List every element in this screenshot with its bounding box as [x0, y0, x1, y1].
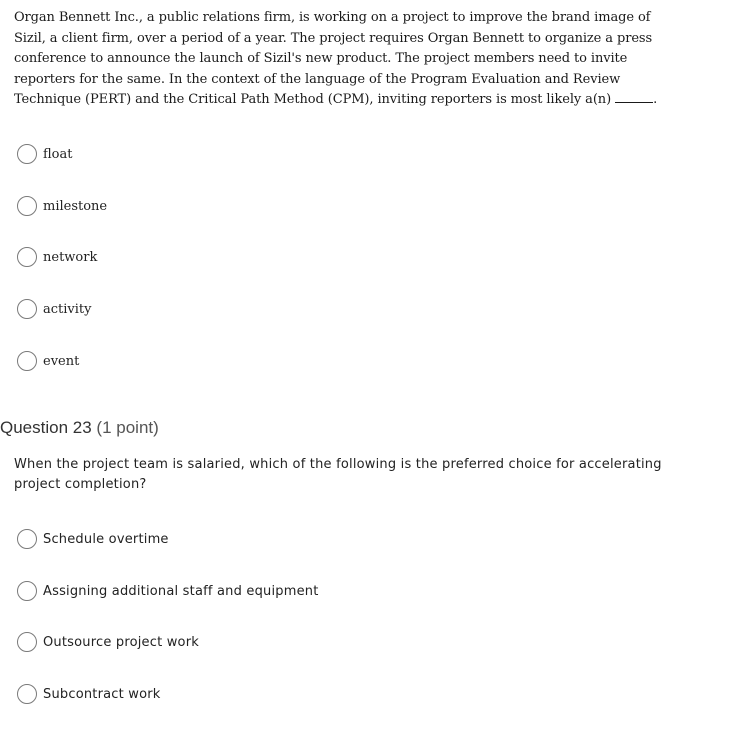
question-22-prompt-text: Organ Bennett Inc., a public relations firm, is working on a project to improve the brand image of Sizil, a client firm, over a period of a year. The project requires Organ Bennett to organize a press conference to announce the launch of Sizil's new product. The project members need to invite reporters for the same. In the context of the language of the Program Evaluation and Review Technique (PERT) and the Critical Path Method (CPM), inviting reporters is most likely a(n): [14, 10, 653, 108]
option-label: milestone: [43, 198, 108, 214]
option-label: activity: [43, 301, 92, 317]
radio-button[interactable]: [17, 196, 37, 216]
question-23-prompt: When the project team is salaried, which of the following is the preferred choice for accelerating project completion?: [14, 457, 662, 492]
question-title: Question 23: [0, 418, 92, 437]
radio-button[interactable]: [17, 529, 37, 549]
radio-button[interactable]: [17, 684, 37, 704]
radio-button[interactable]: [17, 247, 37, 267]
question-22-prompt: [14, 8, 674, 111]
q23-option-outsource[interactable]: [17, 630, 199, 654]
q22-option-float[interactable]: [17, 142, 72, 166]
option-label: Schedule overtime: [43, 531, 169, 547]
question-22-prompt-end: .: [653, 92, 658, 108]
radio-button[interactable]: [17, 351, 37, 371]
radio-button[interactable]: [17, 632, 37, 652]
option-label: Outsource project work: [43, 634, 199, 650]
option-label: Assigning additional staff and equipment: [43, 583, 319, 599]
question-23-header: [0, 418, 159, 438]
q22-option-network[interactable]: [17, 245, 97, 269]
option-label: float: [43, 146, 73, 162]
option-label: Subcontract work: [43, 686, 161, 702]
answer-blank: [615, 90, 653, 103]
q23-option-subcontract[interactable]: [17, 682, 161, 706]
option-label: event: [43, 353, 80, 369]
radio-button[interactable]: [17, 581, 37, 601]
q22-option-milestone[interactable]: [17, 194, 107, 218]
q22-option-activity[interactable]: [17, 297, 91, 321]
q23-option-additional-staff[interactable]: [17, 579, 319, 603]
q23-option-schedule-overtime[interactable]: [17, 527, 169, 551]
question-points: (1 point): [96, 418, 159, 437]
radio-button[interactable]: [17, 299, 37, 319]
q22-option-event[interactable]: [17, 349, 79, 373]
option-label: network: [43, 249, 98, 265]
radio-button[interactable]: [17, 144, 37, 164]
